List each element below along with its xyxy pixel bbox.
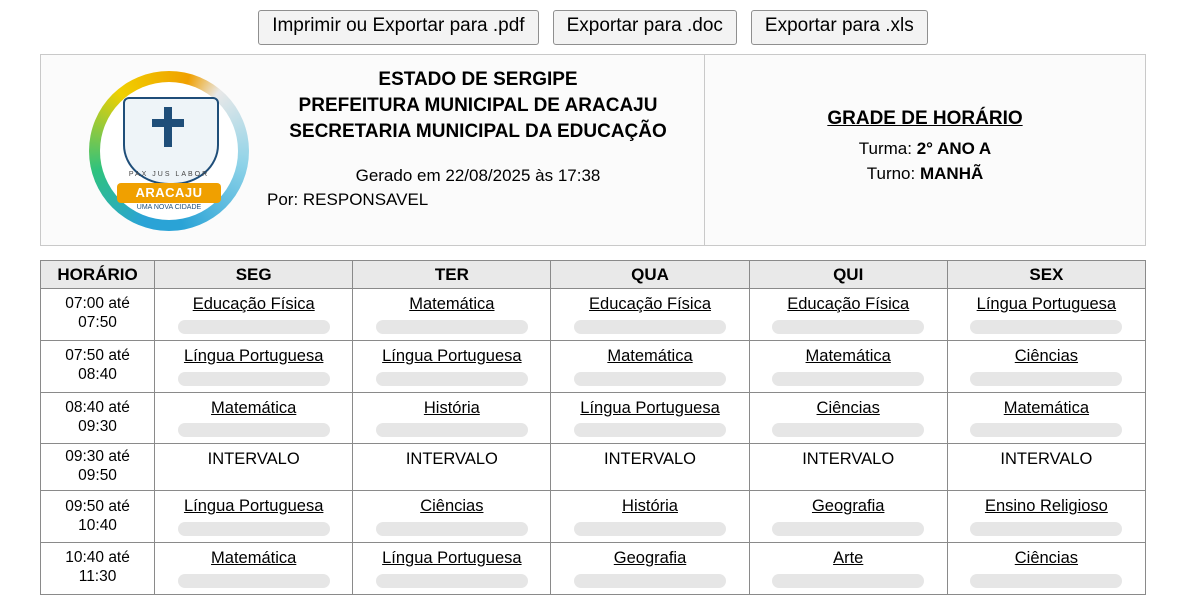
subject-label: Língua Portuguesa <box>976 295 1117 313</box>
schedule-cell <box>353 289 551 341</box>
header-left-panel <box>41 55 705 245</box>
schedule-cell <box>353 444 551 491</box>
teacher-name-placeholder <box>178 372 330 386</box>
schedule-cell <box>749 543 947 595</box>
time-from: 08:40 até <box>65 399 130 417</box>
schedule-cell <box>353 340 551 392</box>
export-toolbar <box>0 10 1186 45</box>
subject-label: História <box>622 497 678 516</box>
crest-name-banner <box>117 183 221 203</box>
teacher-name-placeholder <box>376 320 528 334</box>
schedule-cell <box>749 392 947 444</box>
schedule-table-body <box>41 289 1146 595</box>
aracaju-crest-icon <box>89 71 249 231</box>
subject-label: Arte <box>833 549 864 567</box>
subject-label: Educação Física <box>192 295 315 313</box>
schedule-cell <box>749 289 947 341</box>
column-header-horario: HORÁRIO <box>41 261 155 289</box>
teacher-name-placeholder <box>178 320 330 334</box>
table-row <box>41 543 1146 595</box>
schedule-cell <box>353 543 551 595</box>
subject-label: Matemática <box>805 346 891 365</box>
generated-by-text: Por: RESPONSAVEL <box>267 190 429 210</box>
schedule-cell <box>551 444 749 491</box>
table-row <box>41 444 1146 491</box>
subject-label: Língua Portuguesa <box>382 549 522 567</box>
schedule-cell <box>353 491 551 543</box>
schedule-cell <box>155 491 353 543</box>
table-row <box>41 392 1146 444</box>
turno-label: Turno: <box>866 164 916 183</box>
schedule-cell <box>947 289 1145 341</box>
schedule-cell <box>551 543 749 595</box>
schedule-cell <box>947 543 1145 595</box>
schedule-cell <box>749 340 947 392</box>
teacher-name-placeholder <box>772 522 924 536</box>
time-from: 07:00 até <box>65 295 130 313</box>
schedule-cell <box>947 392 1145 444</box>
teacher-name-placeholder <box>574 423 726 437</box>
header-right-panel <box>705 55 1145 245</box>
export-xls-button[interactable]: Exportar para .xls <box>751 10 928 45</box>
schedule-cell <box>551 392 749 444</box>
interval-label: INTERVALO <box>802 450 895 469</box>
teacher-name-placeholder <box>970 574 1122 588</box>
time-slot-cell <box>41 543 155 595</box>
schedule-cell <box>947 444 1145 491</box>
subject-label: Língua Portuguesa <box>183 346 324 365</box>
schedule-table-head <box>41 261 1146 289</box>
time-slot-cell <box>41 444 155 491</box>
subject-label: Ensino Religioso <box>984 497 1108 516</box>
schedule-table <box>40 260 1146 595</box>
time-to: 11:30 <box>78 568 117 586</box>
teacher-name-placeholder <box>772 320 924 334</box>
subject-label: Educação Física <box>787 295 910 313</box>
column-header-qua: QUA <box>551 261 749 289</box>
subject-label: Língua Portuguesa <box>580 398 720 417</box>
crest-name-text: ARACAJU <box>135 185 203 200</box>
time-slot-cell <box>41 491 155 543</box>
time-to: 10:40 <box>78 516 117 534</box>
interval-label: INTERVALO <box>207 450 300 469</box>
time-slot-cell <box>41 340 155 392</box>
subject-label: Ciências <box>1014 549 1079 567</box>
time-to: 09:50 <box>78 467 117 485</box>
crest-cross-horizontal <box>152 119 184 127</box>
column-header-seg: SEG <box>155 261 353 289</box>
teacher-name-placeholder <box>376 372 528 386</box>
teacher-name-placeholder <box>772 372 924 386</box>
time-from: 10:40 até <box>65 549 130 567</box>
subject-label: Geografia <box>811 497 885 516</box>
teacher-name-placeholder <box>178 574 330 588</box>
teacher-name-placeholder <box>772 574 924 588</box>
column-header-sex: SEX <box>947 261 1145 289</box>
subject-label: História <box>423 398 480 417</box>
schedule-title: GRADE DE HORÁRIO <box>827 107 1023 129</box>
subject-label: Matemática <box>211 549 297 567</box>
teacher-name-placeholder <box>574 320 726 334</box>
header-title-line-3: SECRETARIA MUNICIPAL DA EDUCAÇÃO <box>289 121 667 143</box>
schedule-cell <box>551 289 749 341</box>
time-to: 09:30 <box>78 417 117 435</box>
subject-label: Matemática <box>607 346 693 365</box>
crest-motto-text: PAX JUS LABOR <box>128 171 210 178</box>
table-row <box>41 491 1146 543</box>
teacher-name-placeholder <box>970 320 1122 334</box>
time-to: 07:50 <box>78 314 117 332</box>
table-row <box>41 340 1146 392</box>
time-to: 08:40 <box>78 366 117 384</box>
teacher-name-placeholder <box>970 522 1122 536</box>
subject-label: Ciências <box>1014 346 1079 365</box>
time-from: 09:50 até <box>65 497 130 515</box>
column-header-qui: QUI <box>749 261 947 289</box>
teacher-name-placeholder <box>178 522 330 536</box>
time-slot-cell <box>41 289 155 341</box>
subject-label: Língua Portuguesa <box>382 346 522 365</box>
turno-value: MANHÃ <box>919 164 984 183</box>
schedule-cell <box>353 392 551 444</box>
header-generation-info <box>263 164 693 213</box>
turma-label: Turma: <box>858 138 912 158</box>
crest-subtitle-text: UMA NOVA CIDADE <box>136 204 202 211</box>
column-header-ter: TER <box>353 261 551 289</box>
teacher-name-placeholder <box>970 372 1122 386</box>
subject-label: Ciências <box>816 398 880 417</box>
header-title-line-1: ESTADO DE SERGIPE <box>378 69 578 90</box>
schedule-cell <box>155 340 353 392</box>
schedule-cell <box>155 444 353 491</box>
turno-row <box>867 161 984 187</box>
schedule-cell <box>947 340 1145 392</box>
teacher-name-placeholder <box>376 423 528 437</box>
subject-label: Matemática <box>211 398 297 417</box>
interval-label: INTERVALO <box>1000 450 1093 469</box>
schedule-cell <box>749 444 947 491</box>
generated-at-text: Gerado em 22/08/2025 às 17:38 <box>355 165 601 185</box>
subject-label: Matemática <box>1003 398 1090 417</box>
schedule-cell <box>155 543 353 595</box>
print-pdf-button[interactable]: Imprimir ou Exportar para .pdf <box>258 10 538 45</box>
schedule-cell <box>947 491 1145 543</box>
teacher-name-placeholder <box>574 574 726 588</box>
interval-label: INTERVALO <box>604 450 697 469</box>
teacher-name-placeholder <box>574 372 726 386</box>
schedule-cell <box>155 392 353 444</box>
table-header-row <box>41 261 1146 289</box>
teacher-name-placeholder <box>376 522 528 536</box>
teacher-name-placeholder <box>772 423 924 437</box>
subject-label: Educação Física <box>589 295 712 313</box>
subject-label: Geografia <box>613 549 687 567</box>
teacher-name-placeholder <box>178 423 330 437</box>
time-from: 09:30 até <box>65 448 130 466</box>
schedule-cell <box>551 491 749 543</box>
schedule-cell <box>155 289 353 341</box>
time-slot-cell <box>41 392 155 444</box>
header-title-line-2: PREFEITURA MUNICIPAL DE ARACAJU <box>298 95 658 117</box>
turma-value: 2° ANO A <box>916 138 992 158</box>
header-title-block <box>263 67 693 213</box>
interval-label: INTERVALO <box>405 450 498 469</box>
teacher-name-placeholder <box>574 522 726 536</box>
export-doc-button[interactable]: Exportar para .doc <box>553 10 737 45</box>
document-header <box>40 54 1146 246</box>
subject-label: Ciências <box>420 497 484 516</box>
time-from: 07:50 até <box>65 347 130 365</box>
table-row <box>41 289 1146 341</box>
crest-cross-vertical <box>164 107 172 147</box>
teacher-name-placeholder <box>376 574 528 588</box>
schedule-cell <box>551 340 749 392</box>
turma-row <box>859 136 991 162</box>
subject-label: Matemática <box>409 295 495 313</box>
subject-label: Língua Portuguesa <box>183 497 324 516</box>
teacher-name-placeholder <box>970 423 1122 437</box>
schedule-cell <box>749 491 947 543</box>
